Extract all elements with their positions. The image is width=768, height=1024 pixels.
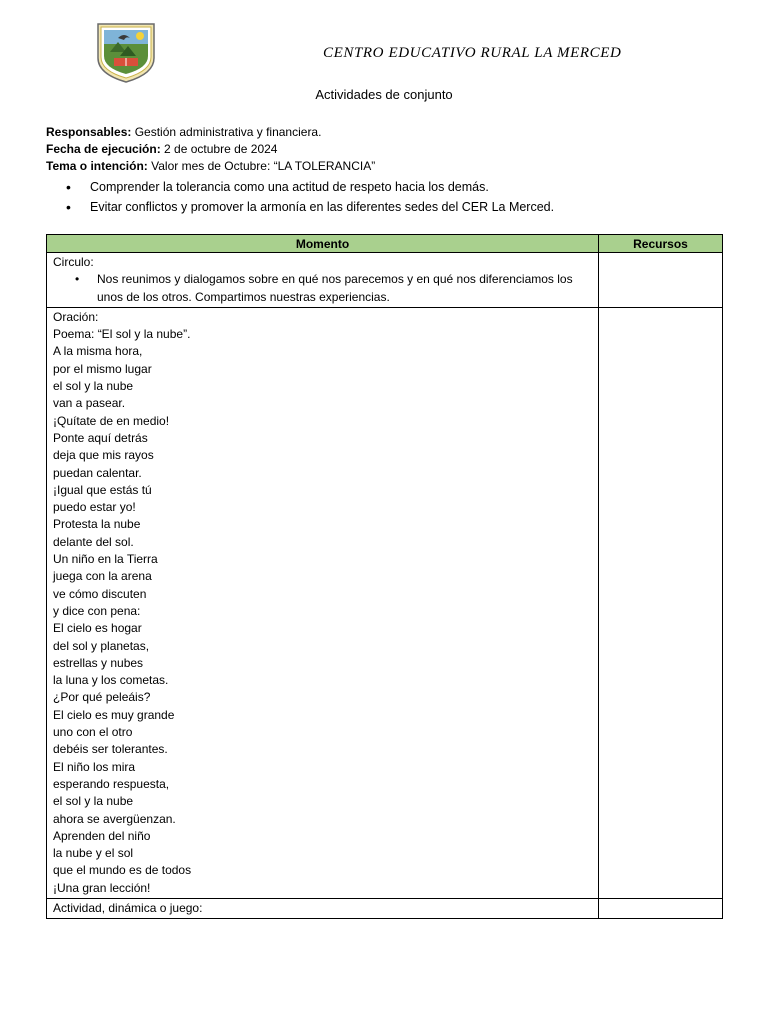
actividad-cell: Actividad, dinámica o juego: [47, 898, 599, 918]
poem-line: ¡Quítate de en medio! [53, 413, 170, 428]
oracion-cell [47, 307, 599, 898]
circulo-item: • Nos reunimos y dialogamos sobre en qué nos parecemos y en qué nos diferenciamos los unos de los otros. Compartimos nuestras experiencias. [97, 271, 592, 306]
poem-line: ahora se avergüenzan. [53, 811, 176, 826]
poem-line: ve cómo discuten [53, 586, 147, 601]
poem-line: por el mismo lugar [53, 361, 152, 376]
table-row [47, 307, 723, 898]
poem-line: esperando respuesta, [53, 776, 170, 791]
poem-line: A la misma hora, [53, 344, 143, 359]
recursos-cell [599, 898, 723, 918]
school-name: CENTRO EDUCATIVO RURAL LA MERCED [323, 45, 622, 61]
poem-title: Poema: “El sol y la nube”. [53, 327, 191, 342]
poem-line: Un niño en la Tierra [53, 552, 158, 567]
header-recursos: Recursos [599, 235, 723, 253]
goals-list [66, 177, 554, 217]
poem-line: puedan calentar. [53, 465, 142, 480]
poem-line: y dice con pena: [53, 603, 141, 618]
poem-line: estrellas y nubes [53, 655, 144, 670]
poem-line: El cielo es hogar [53, 621, 142, 636]
poem-line: el sol y la nube [53, 794, 134, 809]
fecha-row [46, 141, 375, 158]
header-momento: Momento [47, 235, 599, 253]
poem-line: que el mundo es de todos [53, 863, 192, 878]
poem-line: debéis ser tolerantes. [53, 742, 168, 757]
responsables-row [46, 124, 375, 141]
poem-line: uno con el otro [53, 725, 133, 740]
recursos-cell [599, 307, 723, 898]
oracion-label: Oración: [53, 309, 99, 324]
table-row [47, 253, 723, 308]
poem-line: ¿Por qué peleáis? [53, 690, 151, 705]
poem-line: la luna y los cometas. [53, 673, 169, 688]
circulo-cell [47, 253, 599, 308]
table-header-row [47, 235, 723, 253]
poem-line: Protesta la nube [53, 517, 141, 532]
poem-line: Ponte aquí detrás [53, 430, 148, 445]
poem-line: ¡Igual que estás tú [53, 482, 152, 497]
poem-line: van a pasear. [53, 396, 126, 411]
tema-value: Valor mes de Octubre: “LA TOLERANCIA” [147, 159, 376, 173]
poem-line: delante del sol. [53, 534, 134, 549]
school-crest-logo [96, 22, 156, 84]
poem-line: deja que mis rayos [53, 448, 154, 463]
responsables-label: Responsables: [46, 125, 132, 139]
poem-line: El niño los mira [53, 759, 136, 774]
document-title: Actividades de conjunto [315, 87, 453, 102]
activities-table [46, 234, 723, 919]
fecha-value: 2 de octubre de 2024 [160, 142, 278, 156]
recursos-cell [599, 253, 723, 308]
table-row [47, 898, 723, 918]
poem-line: del sol y planetas, [53, 638, 150, 653]
responsables-value: Gestión administrativa y financiera. [131, 125, 322, 139]
poem-line: El cielo es muy grande [53, 707, 175, 722]
poem-line: puedo estar yo! [53, 500, 136, 515]
poem-line: ¡Una gran lección! [53, 880, 151, 895]
tema-label: Tema o intención: [46, 159, 148, 173]
goal-item: • Comprender la tolerancia como una actitud de respeto hacia los demás. [66, 177, 554, 197]
poem-line: juega con la arena [53, 569, 152, 584]
poem-line: Aprenden del niño [53, 828, 151, 843]
poem-body [53, 343, 592, 897]
goal-item: • Evitar conflictos y promover la armonía en las diferentes sedes del CER La Merced. [66, 197, 554, 217]
circulo-label: Circulo: [53, 255, 94, 269]
tema-row [46, 158, 375, 175]
poem-line: el sol y la nube [53, 379, 134, 394]
fecha-label: Fecha de ejecución: [46, 142, 161, 156]
poem-line: la nube y el sol [53, 846, 134, 861]
meta-block [46, 124, 375, 175]
circulo-list [53, 271, 592, 306]
